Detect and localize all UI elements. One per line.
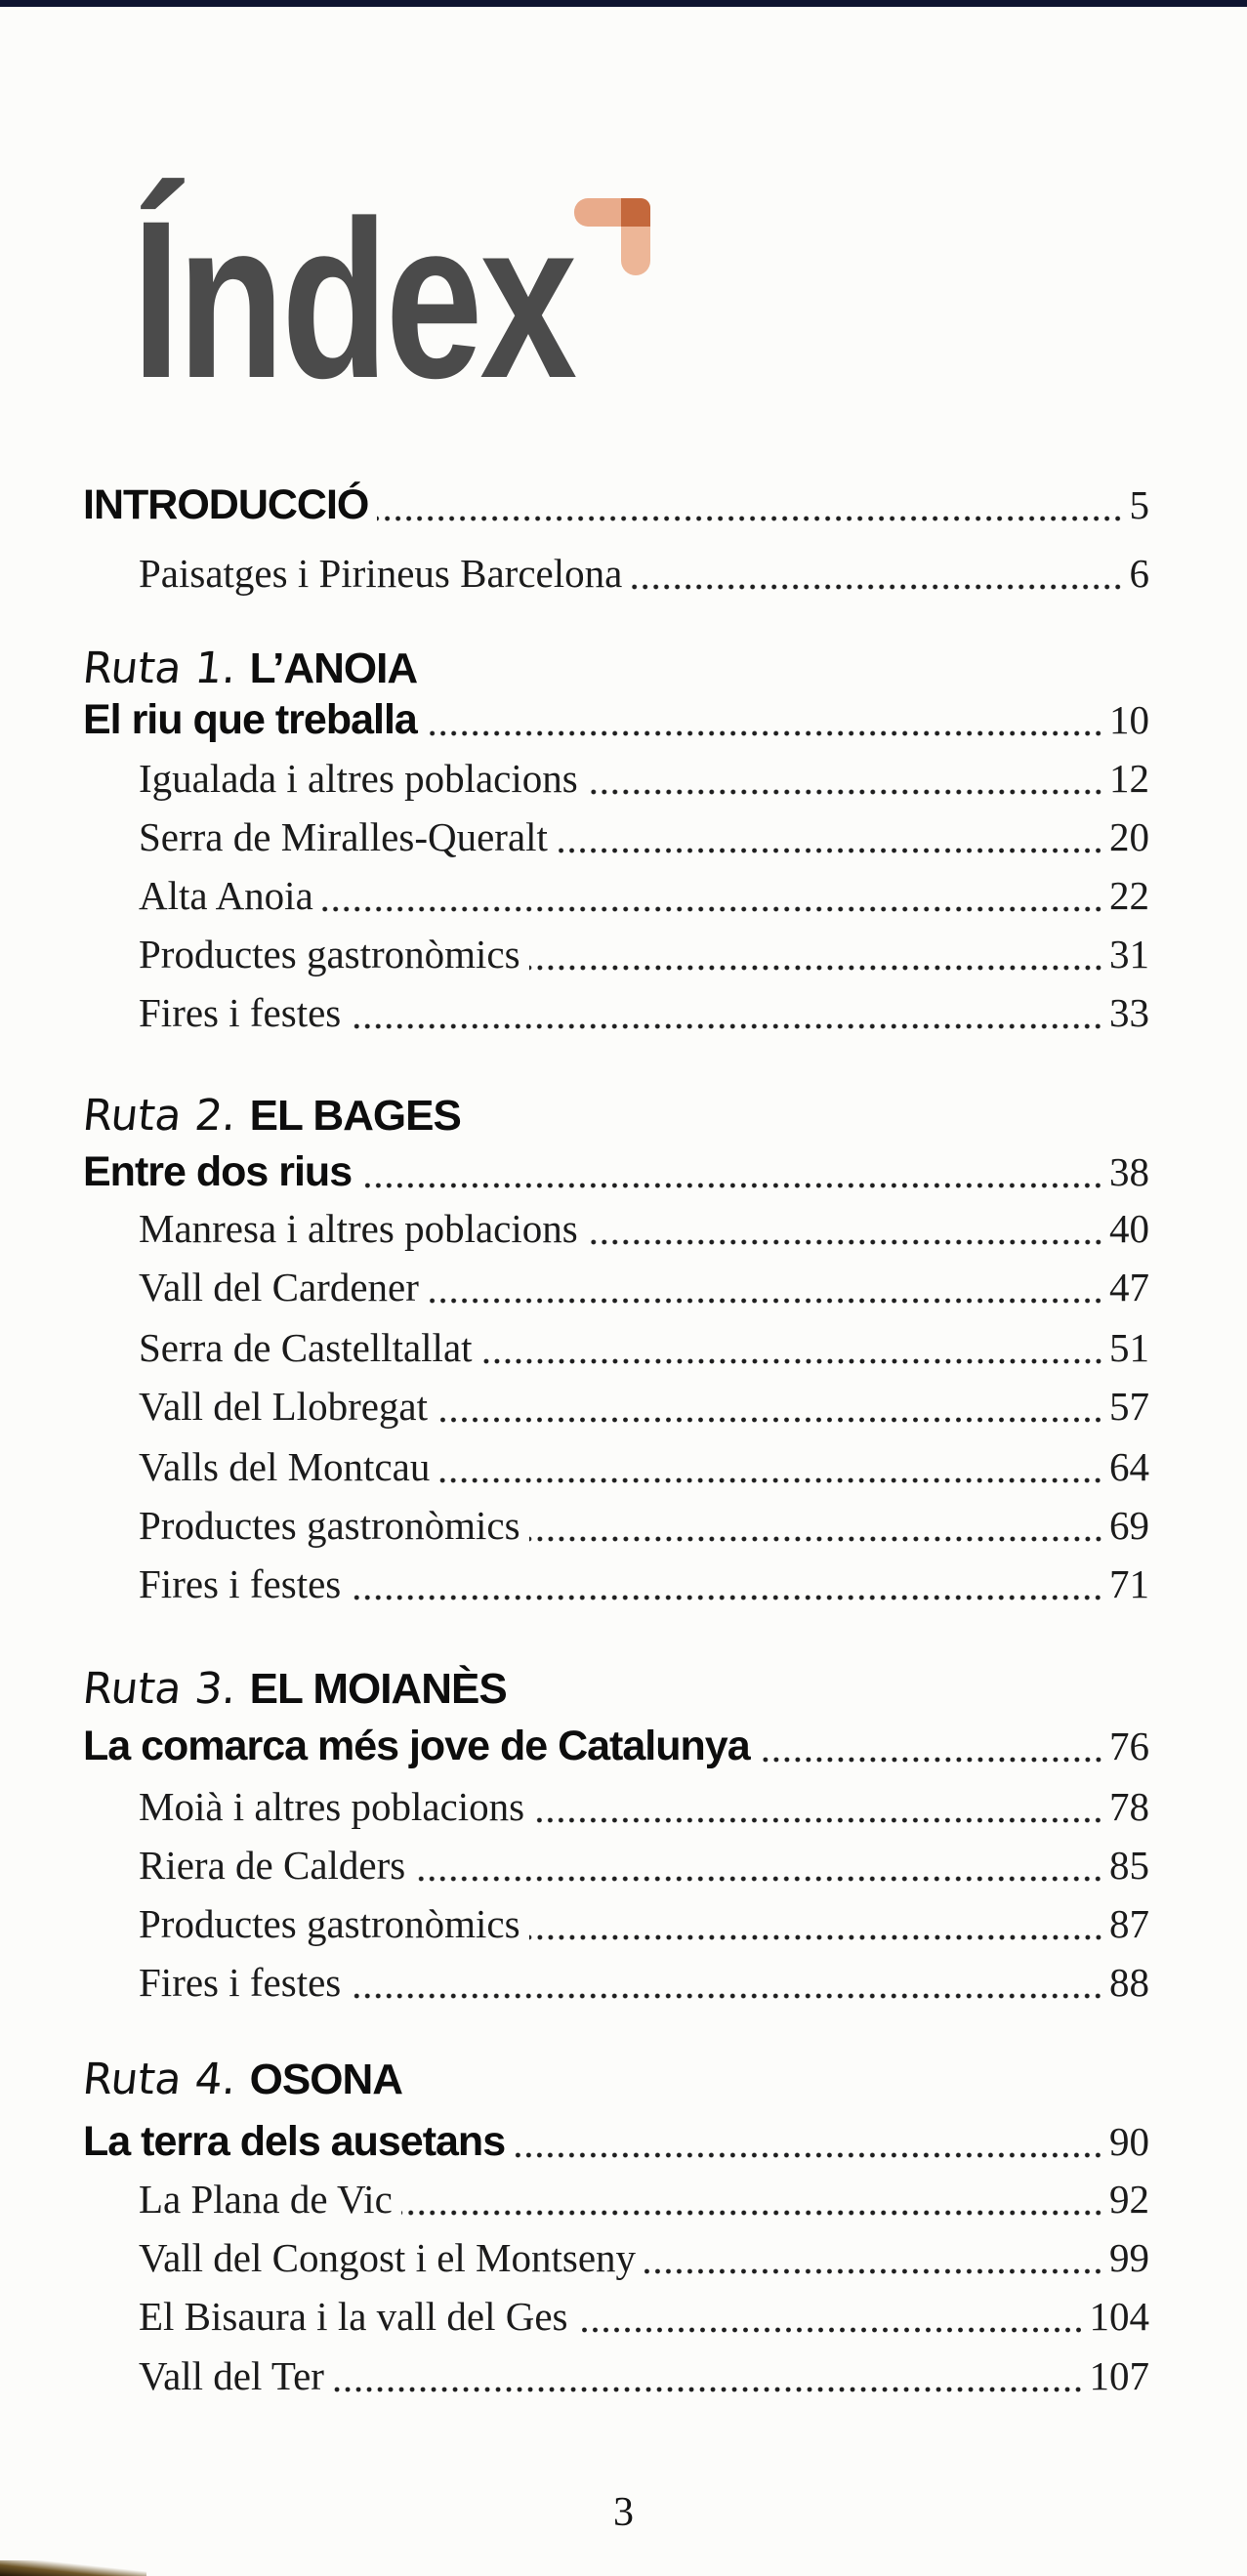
dot-leader xyxy=(350,1022,1103,1030)
toc-entry-page: 38 xyxy=(1109,1149,1149,1194)
toc-entry xyxy=(139,549,1149,598)
toc-entry-label: Igualada i altres poblacions xyxy=(139,756,578,801)
top-edge-bar xyxy=(0,0,1247,7)
dot-leader xyxy=(577,2326,1084,2334)
toc-entry-label: Fires i festes xyxy=(139,990,342,1035)
toc-entry-label: Vall del Llobregat xyxy=(139,1384,429,1429)
toc-entry xyxy=(139,754,1149,803)
toc-entry-label: La comarca més jove de Catalunya xyxy=(83,1723,750,1769)
toc-entry xyxy=(139,812,1149,861)
toc-entry xyxy=(139,1559,1149,1608)
corner-bracket-icon xyxy=(574,198,650,275)
toc-entry-section-subtitle xyxy=(83,695,1149,744)
toc-entry-label: La Plana de Vic xyxy=(139,2177,393,2222)
toc-entry-page: 87 xyxy=(1109,1901,1149,1946)
toc-entry-label: Manresa i altres poblacions xyxy=(139,1206,578,1251)
toc-entry-introduccio xyxy=(83,480,1149,529)
toc-entry-label: Riera de Calders xyxy=(139,1843,406,1888)
toc-entry-label: Paisatges i Pirineus Barcelona xyxy=(139,551,623,596)
dot-leader xyxy=(350,1992,1103,2000)
toc-entry-page: 5 xyxy=(1129,482,1149,527)
toc-entry-page: 12 xyxy=(1109,756,1149,801)
page-title: Índex xyxy=(132,174,574,425)
toc-entry-page: 85 xyxy=(1109,1843,1149,1888)
toc-entry xyxy=(139,1382,1149,1431)
toc-entry-page: 76 xyxy=(1109,1724,1149,1768)
ruta-name: EL BAGES xyxy=(249,1092,461,1140)
ruta-name: L’ANOIA xyxy=(249,644,418,692)
toc-entry-page: 22 xyxy=(1109,873,1149,918)
toc-entry-page: 78 xyxy=(1109,1784,1149,1829)
toc-entry-page: 51 xyxy=(1109,1325,1149,1370)
corner-bracket-overlap xyxy=(621,198,650,227)
toc-entry xyxy=(139,1263,1149,1311)
toc-entry-page: 20 xyxy=(1109,814,1149,859)
toc-entry-section-subtitle xyxy=(83,1147,1149,1196)
toc-entry xyxy=(139,1323,1149,1372)
toc-entry-section-subtitle xyxy=(83,1722,1149,1770)
toc-entry-label: Productes gastronòmics xyxy=(139,1901,520,1946)
ruta-name: OSONA xyxy=(249,2056,403,2103)
toc-entry xyxy=(139,1782,1149,1831)
toc-entry xyxy=(139,2292,1149,2341)
ruta-script-label: Ruta 1. xyxy=(80,644,239,693)
dot-leader xyxy=(414,1875,1103,1883)
dot-leader xyxy=(514,2151,1103,2159)
toc-entry-page: 33 xyxy=(1109,990,1149,1035)
dot-leader xyxy=(350,1594,1103,1601)
dot-leader xyxy=(426,729,1103,737)
toc-entry-page: 104 xyxy=(1089,2294,1149,2339)
toc-entry-page: 47 xyxy=(1109,1265,1149,1309)
toc-entry-label: Vall del Cardener xyxy=(139,1265,419,1309)
toc-entry xyxy=(139,988,1149,1037)
toc-entry xyxy=(139,930,1149,978)
toc-entry-page: 88 xyxy=(1109,1960,1149,2005)
toc-entry-section-subtitle xyxy=(83,2117,1149,2166)
ruta-script-label: Ruta 3. xyxy=(80,1664,239,1714)
dot-leader xyxy=(644,2267,1103,2275)
toc-entry-label: El Bisaura i la vall del Ges xyxy=(139,2294,568,2339)
toc-entry-page: 99 xyxy=(1109,2235,1149,2280)
toc-entry-page: 31 xyxy=(1109,932,1149,976)
dot-leader xyxy=(438,1476,1103,1484)
toc-entry-label: El riu que treballa xyxy=(83,696,417,743)
toc-entry-label: Productes gastronòmics xyxy=(139,932,520,976)
section-header-ruta-4 xyxy=(80,2055,1149,2104)
toc-entry-page: 10 xyxy=(1109,697,1149,742)
dot-leader xyxy=(533,1816,1103,1824)
dot-leader xyxy=(529,1933,1103,1941)
dot-leader xyxy=(428,1297,1103,1305)
toc-entry-page: 90 xyxy=(1109,2119,1149,2164)
toc-entry xyxy=(139,1501,1149,1550)
toc-entry xyxy=(139,1442,1149,1491)
folio-page-number: 3 xyxy=(613,2490,634,2535)
dot-leader xyxy=(481,1357,1103,1365)
toc-entry xyxy=(139,1899,1149,1948)
toc-entry-label: Vall del Ter xyxy=(139,2353,324,2398)
toc-entry-label: Entre dos rius xyxy=(83,1148,353,1195)
dot-leader xyxy=(587,1238,1103,1246)
toc-entry-page: 6 xyxy=(1129,551,1149,596)
ruta-script-label: Ruta 4. xyxy=(80,2055,239,2104)
toc-entry xyxy=(139,2351,1149,2400)
toc-entry-label: Productes gastronòmics xyxy=(139,1503,520,1548)
toc-entry-page: 40 xyxy=(1109,1206,1149,1251)
toc-entry xyxy=(139,2175,1149,2223)
toc-entry xyxy=(139,871,1149,920)
toc-entry-label: Moià i altres poblacions xyxy=(139,1784,525,1829)
ruta-script-label: Ruta 2. xyxy=(80,1091,239,1141)
dot-leader xyxy=(529,964,1103,972)
toc-entry-page: 92 xyxy=(1109,2177,1149,2222)
dot-leader xyxy=(322,905,1103,913)
toc-entry xyxy=(139,2233,1149,2282)
toc-entry-label: Alta Anoia xyxy=(139,873,313,918)
section-header-ruta-3 xyxy=(80,1664,1149,1714)
toc-entry-page: 57 xyxy=(1109,1384,1149,1429)
dot-leader xyxy=(436,1416,1103,1424)
toc-entry-label: Serra de Castelltallat xyxy=(139,1325,473,1370)
dot-leader xyxy=(401,2209,1103,2217)
toc-entry xyxy=(139,1204,1149,1253)
section-header-ruta-2 xyxy=(80,1091,1149,1141)
dot-leader xyxy=(529,1535,1103,1543)
toc-entry-page: 107 xyxy=(1089,2353,1149,2398)
dot-leader xyxy=(557,847,1103,854)
dot-leader xyxy=(360,1182,1103,1189)
dot-leader xyxy=(631,583,1123,591)
toc-entry-label: Fires i festes xyxy=(139,1960,342,2005)
toc-entry-page: 69 xyxy=(1109,1503,1149,1548)
toc-entry xyxy=(139,1958,1149,2007)
dot-leader xyxy=(759,1756,1103,1764)
dot-leader xyxy=(587,788,1103,796)
scan-edge-artifact xyxy=(0,2560,146,2576)
toc-entry-page: 71 xyxy=(1109,1561,1149,1606)
toc-entry-label: Vall del Congost i el Montseny xyxy=(139,2235,637,2280)
toc-entry-label: Valls del Montcau xyxy=(139,1444,431,1489)
toc-entry-label: Serra de Miralles-Queralt xyxy=(139,814,548,859)
toc-entry-label: INTRODUCCIÓ xyxy=(83,481,369,528)
toc-entry-page: 64 xyxy=(1109,1444,1149,1489)
ruta-name: EL MOIANÈS xyxy=(249,1665,507,1713)
toc-entry-label: La terra dels ausetans xyxy=(83,2118,506,2165)
dot-leader xyxy=(377,515,1123,522)
toc-entry xyxy=(139,1841,1149,1890)
section-header-ruta-1 xyxy=(80,644,1149,693)
toc-entry-label: Fires i festes xyxy=(139,1561,342,1606)
dot-leader xyxy=(333,2386,1084,2393)
